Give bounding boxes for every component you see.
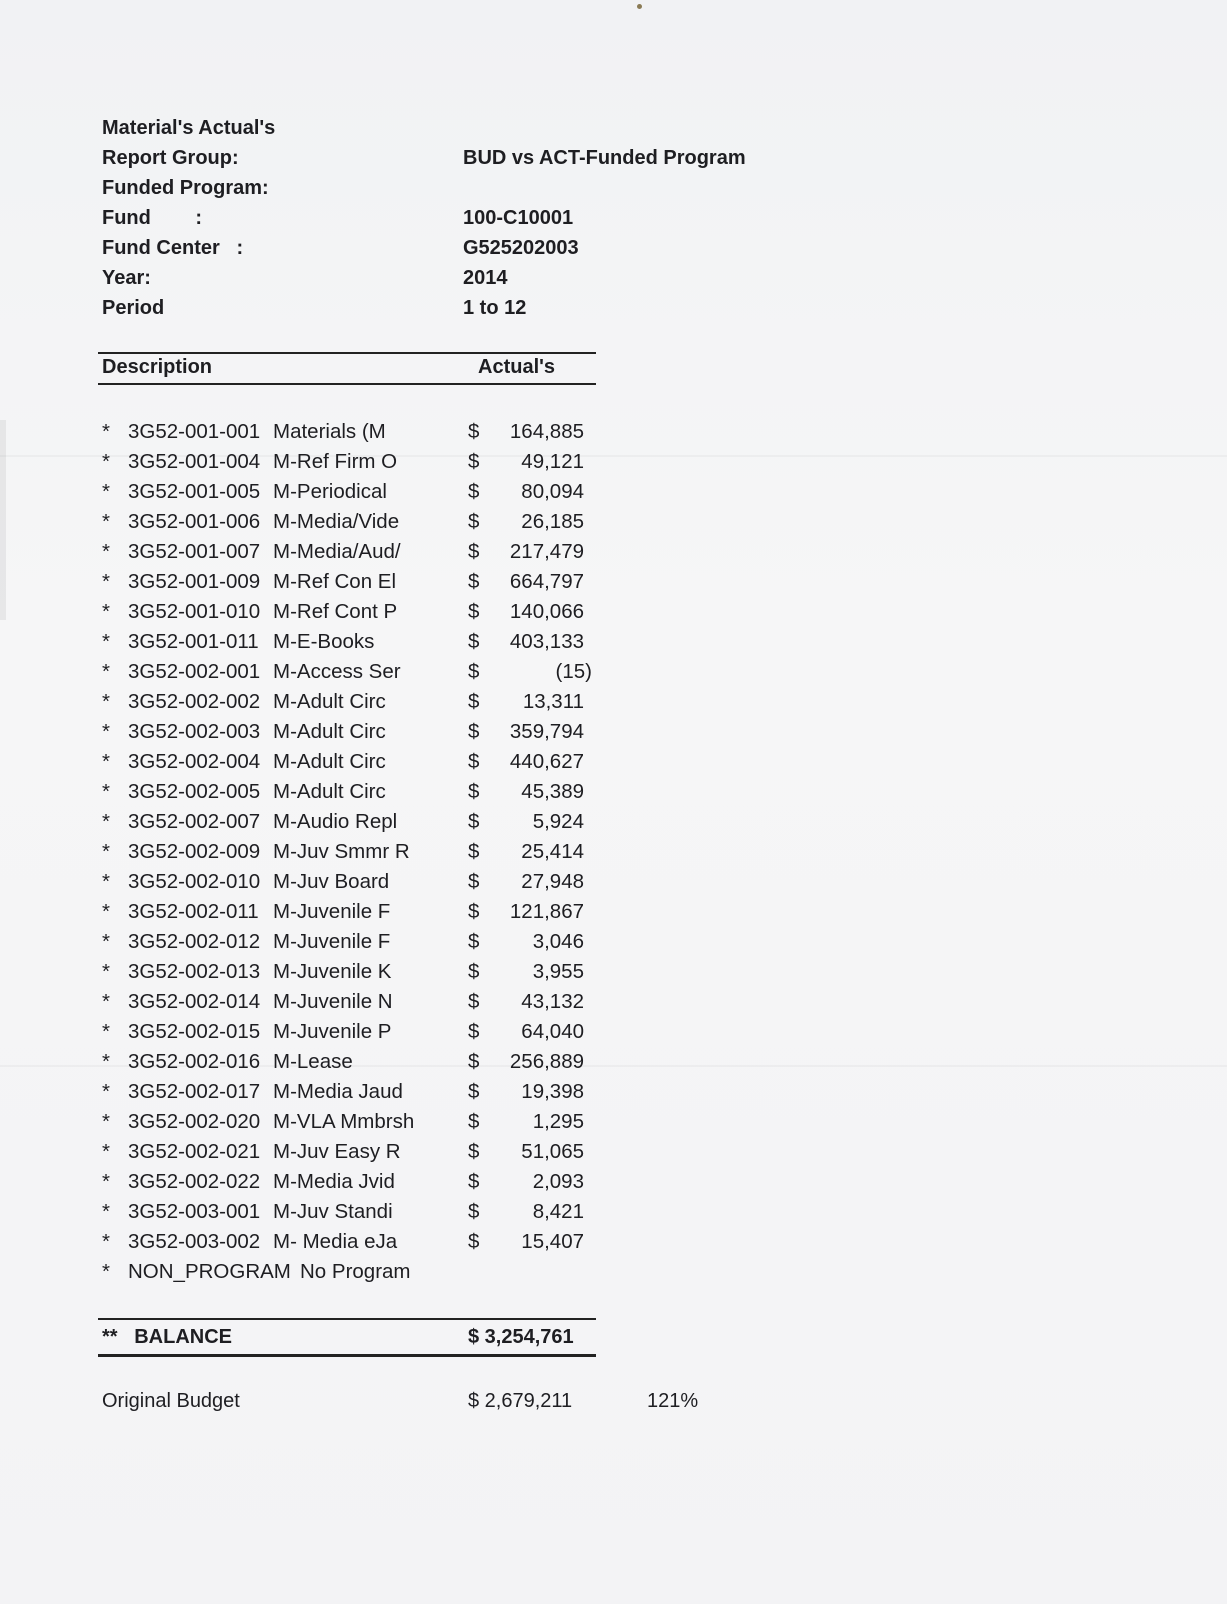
table-row xyxy=(0,1227,700,1257)
row-amount: 1,295 xyxy=(532,1110,584,1133)
row-code: NON_PROGRAM xyxy=(128,1260,291,1283)
row-currency: $ xyxy=(468,840,480,863)
row-code: 3G52-002-007 xyxy=(128,810,261,833)
table-row xyxy=(0,1107,700,1137)
row-code: 3G52-001-004 xyxy=(128,450,261,473)
row-currency: $ xyxy=(468,1230,480,1253)
table-row xyxy=(0,957,700,987)
row-amount: 2,093 xyxy=(532,1170,584,1193)
balance-value: $ 3,254,761 xyxy=(468,1326,574,1348)
row-marker: * xyxy=(102,450,110,473)
row-name: M-VLA Mmbrsh xyxy=(273,1110,415,1133)
row-code: 3G52-002-012 xyxy=(128,930,261,953)
table-row xyxy=(0,687,700,717)
row-code: 3G52-002-020 xyxy=(128,1110,261,1133)
row-amount: 27,948 xyxy=(521,870,584,893)
row-amount: 5,924 xyxy=(532,810,584,833)
row-name: M-Juv Board xyxy=(273,870,390,893)
row-code: 3G52-002-002 xyxy=(128,690,261,713)
row-code: 3G52-002-003 xyxy=(128,720,261,743)
fund-center-label: Fund Center : xyxy=(102,237,244,259)
row-marker: * xyxy=(102,750,110,773)
row-name: M-Juv Easy R xyxy=(273,1140,401,1163)
original-budget-percent: 121% xyxy=(647,1390,699,1412)
row-amount: 256,889 xyxy=(509,1050,584,1073)
row-currency: $ xyxy=(468,1200,480,1223)
row-name: M-Media Jaud xyxy=(273,1080,403,1103)
fund-value: 100-C10001 xyxy=(463,207,574,229)
row-marker: * xyxy=(102,780,110,803)
row-currency: $ xyxy=(468,1020,480,1043)
row-name: M-E-Books xyxy=(273,630,375,653)
row-code: 3G52-002-013 xyxy=(128,960,261,983)
row-marker: * xyxy=(102,900,110,923)
row-marker: * xyxy=(102,810,110,833)
row-code: 3G52-002-005 xyxy=(128,780,261,803)
table-row xyxy=(0,1257,700,1287)
table-header-bottom-rule xyxy=(98,383,596,385)
period-label: Period xyxy=(102,297,165,319)
row-marker: * xyxy=(102,600,110,623)
year-label: Year: xyxy=(102,267,151,289)
table-row xyxy=(0,867,700,897)
row-marker: * xyxy=(102,930,110,953)
row-currency: $ xyxy=(468,540,480,563)
row-currency: $ xyxy=(468,960,480,983)
row-code: 3G52-002-016 xyxy=(128,1050,261,1073)
row-marker: * xyxy=(102,1110,110,1133)
row-name: M-Juv Smmr R xyxy=(273,840,410,863)
table-row xyxy=(0,897,700,927)
row-code: 3G52-002-015 xyxy=(128,1020,261,1043)
row-amount: 140,066 xyxy=(509,600,584,623)
table-row xyxy=(0,1017,700,1047)
row-marker: * xyxy=(102,1140,110,1163)
row-currency: $ xyxy=(468,750,480,773)
row-name: M-Juvenile K xyxy=(273,960,392,983)
row-currency: $ xyxy=(468,660,480,683)
row-name: No Program xyxy=(300,1260,411,1283)
row-amount: 26,185 xyxy=(521,510,584,533)
row-amount: 80,094 xyxy=(521,480,584,503)
row-marker: * xyxy=(102,720,110,743)
row-name: M-Juvenile F xyxy=(273,900,391,923)
row-name: M-Juvenile F xyxy=(273,930,391,953)
row-name: M-Juvenile N xyxy=(273,990,393,1013)
table-row xyxy=(0,477,700,507)
row-amount: 64,040 xyxy=(521,1020,584,1043)
row-amount: (15) xyxy=(555,660,592,683)
row-name: M-Media/Aud/ xyxy=(273,540,401,563)
row-code: 3G52-002-021 xyxy=(128,1140,261,1163)
row-code: 3G52-001-010 xyxy=(128,600,261,623)
row-name: M-Access Ser xyxy=(273,660,401,683)
row-amount: 15,407 xyxy=(521,1230,584,1253)
row-code: 3G52-001-005 xyxy=(128,480,261,503)
row-code: 3G52-002-001 xyxy=(128,660,261,683)
row-marker: * xyxy=(102,510,110,533)
table-row xyxy=(0,627,700,657)
row-name: M-Adult Circ xyxy=(273,690,386,713)
fund-center-value: G525202003 xyxy=(463,237,579,259)
row-amount: 217,479 xyxy=(509,540,584,563)
row-marker: * xyxy=(102,1170,110,1193)
row-code: 3G52-001-001 xyxy=(128,420,261,443)
row-code: 3G52-001-009 xyxy=(128,570,261,593)
row-code: 3G52-001-006 xyxy=(128,510,261,533)
row-code: 3G52-002-014 xyxy=(128,990,261,1013)
row-amount: 51,065 xyxy=(521,1140,584,1163)
row-marker: * xyxy=(102,660,110,683)
table-row xyxy=(0,1197,700,1227)
balance-top-rule xyxy=(98,1318,596,1320)
table-row xyxy=(0,1047,700,1077)
table-row xyxy=(0,747,700,777)
row-currency: $ xyxy=(468,810,480,833)
report-group-label: Report Group: xyxy=(102,147,239,169)
column-header-actuals: Actual's xyxy=(478,356,556,378)
row-marker: * xyxy=(102,1260,110,1283)
row-currency: $ xyxy=(468,1110,480,1133)
balance-bottom-rule xyxy=(98,1354,596,1357)
row-marker: * xyxy=(102,570,110,593)
row-marker: * xyxy=(102,1200,110,1223)
row-amount: 440,627 xyxy=(509,750,584,773)
row-name: M-Lease xyxy=(273,1050,353,1073)
row-marker: * xyxy=(102,870,110,893)
row-currency: $ xyxy=(468,480,480,503)
table-row xyxy=(0,657,700,687)
row-marker: * xyxy=(102,420,110,443)
row-name: M-Ref Cont P xyxy=(273,600,398,623)
table-row xyxy=(0,987,700,1017)
table-row xyxy=(0,807,700,837)
row-currency: $ xyxy=(468,780,480,803)
row-marker: * xyxy=(102,480,110,503)
row-marker: * xyxy=(102,540,110,563)
table-row xyxy=(0,1167,700,1197)
column-header-description: Description xyxy=(102,356,213,378)
row-currency: $ xyxy=(468,930,480,953)
row-name: M-Adult Circ xyxy=(273,720,386,743)
row-currency: $ xyxy=(468,900,480,923)
row-name: M-Adult Circ xyxy=(273,780,386,803)
row-amount: 664,797 xyxy=(509,570,584,593)
table-row xyxy=(0,417,700,447)
row-currency: $ xyxy=(468,1140,480,1163)
row-amount: 43,132 xyxy=(521,990,584,1013)
row-code: 3G52-002-009 xyxy=(128,840,261,863)
row-currency: $ xyxy=(468,1080,480,1103)
row-currency: $ xyxy=(468,570,480,593)
row-currency: $ xyxy=(468,1170,480,1193)
table-row xyxy=(0,717,700,747)
row-currency: $ xyxy=(468,690,480,713)
row-name: M-Ref Con El xyxy=(273,570,397,593)
row-amount: 359,794 xyxy=(509,720,584,743)
row-amount: 25,414 xyxy=(521,840,584,863)
report-group-value: BUD vs ACT-Funded Program xyxy=(463,147,746,169)
row-marker: * xyxy=(102,1080,110,1103)
row-code: 3G52-002-011 xyxy=(128,900,259,923)
period-value: 1 to 12 xyxy=(463,297,527,319)
row-marker: * xyxy=(102,1050,110,1073)
row-code: 3G52-002-004 xyxy=(128,750,261,773)
row-amount: 19,398 xyxy=(521,1080,584,1103)
row-marker: * xyxy=(102,990,110,1013)
fund-label: Fund : xyxy=(102,207,202,229)
row-amount: 13,311 xyxy=(522,690,584,713)
row-code: 3G52-003-002 xyxy=(128,1230,261,1253)
row-amount: 3,955 xyxy=(532,960,584,983)
row-marker: * xyxy=(102,630,110,653)
row-amount: 164,885 xyxy=(509,420,584,443)
row-amount: 49,121 xyxy=(521,450,584,473)
row-amount: 8,421 xyxy=(532,1200,584,1223)
table-header-top-rule xyxy=(98,352,596,354)
row-name: Materials (M xyxy=(273,420,386,443)
row-marker: * xyxy=(102,960,110,983)
row-marker: * xyxy=(102,840,110,863)
row-name: M-Ref Firm O xyxy=(273,450,398,473)
row-name: M-Media/Vide xyxy=(273,510,400,533)
row-name: M-Juvenile P xyxy=(273,1020,392,1043)
row-code: 3G52-002-017 xyxy=(128,1080,261,1103)
row-amount: 121,867 xyxy=(509,900,584,923)
row-currency: $ xyxy=(468,510,480,533)
table-row xyxy=(0,927,700,957)
row-currency: $ xyxy=(468,870,480,893)
row-name: M-Media Jvid xyxy=(273,1170,395,1193)
row-marker: * xyxy=(102,690,110,713)
row-code: 3G52-003-001 xyxy=(128,1200,261,1223)
paper-speck xyxy=(637,4,642,9)
table-row xyxy=(0,537,700,567)
row-currency: $ xyxy=(468,420,480,443)
table-row xyxy=(0,777,700,807)
row-currency: $ xyxy=(468,990,480,1013)
funded-program-label: Funded Program: xyxy=(102,177,269,199)
row-code: 3G52-002-022 xyxy=(128,1170,261,1193)
year-value: 2014 xyxy=(463,267,508,289)
report-title: Material's Actual's xyxy=(102,117,276,139)
row-amount: 45,389 xyxy=(521,780,584,803)
row-code: 3G52-001-011 xyxy=(128,630,259,653)
table-row xyxy=(0,1077,700,1107)
original-budget-value: $ 2,679,211 xyxy=(468,1390,573,1412)
original-budget-label: Original Budget xyxy=(102,1390,240,1412)
row-code: 3G52-001-007 xyxy=(128,540,261,563)
row-name: M-Juv Standi xyxy=(273,1200,393,1223)
row-currency: $ xyxy=(468,450,480,473)
row-currency: $ xyxy=(468,1050,480,1073)
table-row xyxy=(0,1137,700,1167)
row-currency: $ xyxy=(468,720,480,743)
row-code: 3G52-002-010 xyxy=(128,870,261,893)
row-amount: 403,133 xyxy=(509,630,584,653)
row-currency: $ xyxy=(468,630,480,653)
row-name: M-Periodical xyxy=(273,480,387,503)
row-name: M- Media eJa xyxy=(273,1230,398,1253)
table-row xyxy=(0,597,700,627)
table-row xyxy=(0,507,700,537)
row-name: M-Adult Circ xyxy=(273,750,386,773)
row-marker: * xyxy=(102,1020,110,1043)
row-currency: $ xyxy=(468,600,480,623)
row-name: M-Audio Repl xyxy=(273,810,398,833)
table-row xyxy=(0,567,700,597)
row-marker: * xyxy=(102,1230,110,1253)
table-row xyxy=(0,837,700,867)
table-row xyxy=(0,447,700,477)
balance-label: ** BALANCE xyxy=(102,1326,233,1348)
row-amount: 3,046 xyxy=(532,930,584,953)
